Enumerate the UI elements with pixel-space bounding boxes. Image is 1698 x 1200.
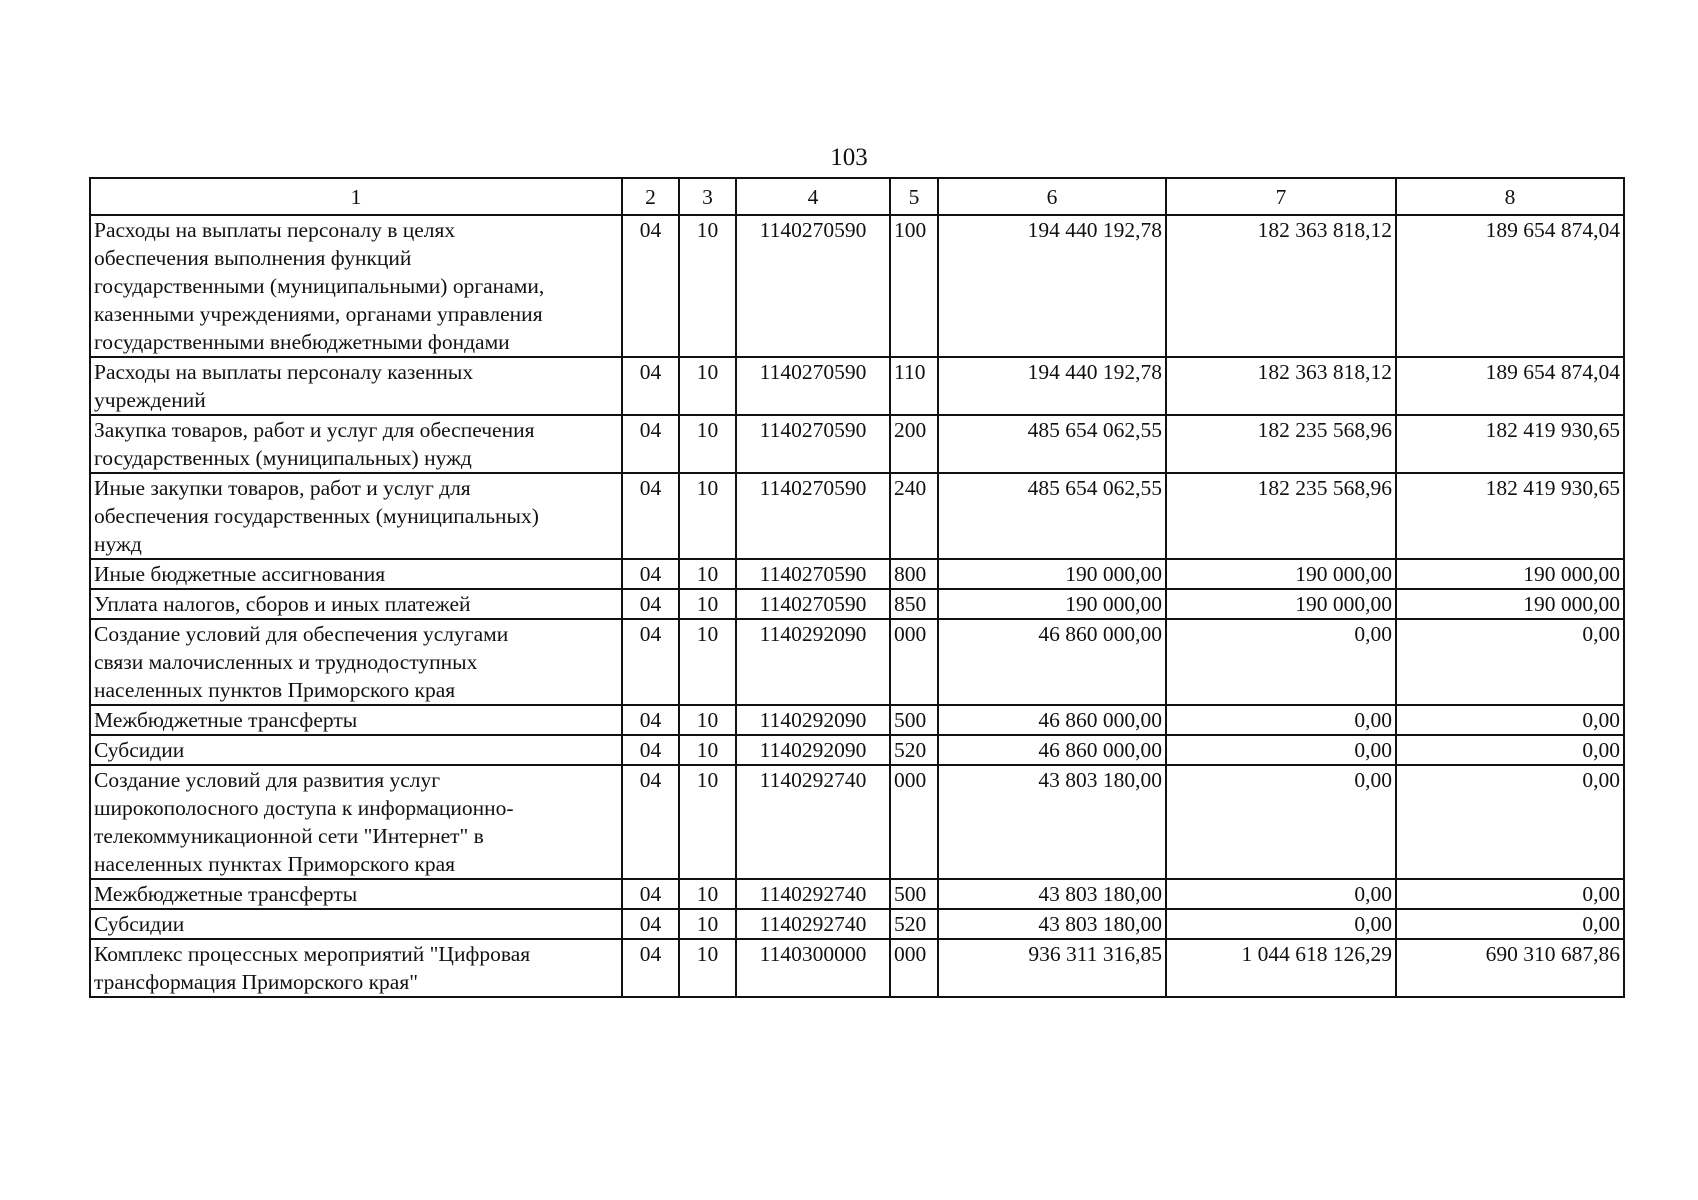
amount-col6-cell: 43 803 180,00 (938, 765, 1166, 879)
column-header: 5 (890, 178, 938, 215)
section-code-cell: 04 (622, 879, 679, 909)
expense-name-line: государственными (муниципальными) органами, (94, 274, 545, 298)
expense-name-line: Субсидии (94, 738, 185, 762)
amount-col7-cell: 1 044 618 126,29 (1166, 939, 1396, 997)
section-code-cell: 04 (622, 705, 679, 735)
expense-name-line: обеспечения государственных (муниципальных) (94, 504, 539, 528)
table-row (90, 559, 1624, 589)
expense-name-line: Межбюджетные трансферты (94, 882, 358, 906)
expense-name-line: государственными внебюджетными фондами (94, 330, 510, 354)
expense-name-line: Создание условий для развития услуг (94, 768, 441, 792)
expense-name-line: Расходы на выплаты персоналу казенных (94, 360, 474, 384)
amount-col7-cell: 182 235 568,96 (1166, 415, 1396, 473)
expense-name-cell (90, 735, 622, 765)
target-article-cell: 1140292740 (736, 765, 890, 879)
expense-type-cell: 520 (890, 909, 938, 939)
expense-name-line: Комплекс процессных мероприятий "Цифровая (94, 942, 531, 966)
amount-col7-cell: 0,00 (1166, 705, 1396, 735)
expense-name-line: обеспечения выполнения функций (94, 246, 412, 270)
expense-name-line: трансформация Приморского края" (94, 970, 418, 994)
column-header: 8 (1396, 178, 1624, 215)
column-header: 1 (90, 178, 622, 215)
expense-name-line: Закупка товаров, работ и услуг для обеспечения (94, 418, 535, 442)
section-code-cell: 04 (622, 735, 679, 765)
table-row (90, 589, 1624, 619)
amount-col6-cell: 485 654 062,55 (938, 473, 1166, 559)
expense-name-line: Расходы на выплаты персоналу в целях (94, 218, 456, 242)
section-code-cell: 04 (622, 939, 679, 997)
amount-col8-cell: 0,00 (1396, 619, 1624, 705)
section-code-cell: 04 (622, 357, 679, 415)
target-article-cell: 1140270590 (736, 473, 890, 559)
amount-col7-cell: 0,00 (1166, 765, 1396, 879)
section-code-cell: 04 (622, 589, 679, 619)
page-number: 103 (830, 144, 868, 171)
table-row (90, 473, 1624, 559)
expense-name-line: Иные закупки товаров, работ и услуг для (94, 476, 471, 500)
expense-name-line: населенных пунктов Приморского края (94, 678, 456, 702)
amount-col6-cell: 194 440 192,78 (938, 357, 1166, 415)
amount-col8-cell: 189 654 874,04 (1396, 215, 1624, 357)
amount-col6-cell: 190 000,00 (938, 589, 1166, 619)
subsection-code-cell: 10 (679, 559, 736, 589)
expense-name-line: Иные бюджетные ассигнования (94, 562, 386, 586)
target-article-cell: 1140292090 (736, 735, 890, 765)
expense-type-cell: 110 (890, 357, 938, 415)
amount-col6-cell: 936 311 316,85 (938, 939, 1166, 997)
amount-col8-cell: 0,00 (1396, 879, 1624, 909)
target-article-cell: 1140270590 (736, 559, 890, 589)
amount-col8-cell: 182 419 930,65 (1396, 415, 1624, 473)
target-article-cell: 1140292090 (736, 619, 890, 705)
amount-col7-cell: 0,00 (1166, 879, 1396, 909)
table-body (90, 215, 1624, 997)
table-row (90, 705, 1624, 735)
expense-name-cell (90, 559, 622, 589)
amount-col7-cell: 0,00 (1166, 619, 1396, 705)
amount-col8-cell: 0,00 (1396, 705, 1624, 735)
table-row (90, 879, 1624, 909)
expense-type-cell: 200 (890, 415, 938, 473)
amount-col7-cell: 182 363 818,12 (1166, 357, 1396, 415)
expense-type-cell: 000 (890, 619, 938, 705)
target-article-cell: 1140270590 (736, 589, 890, 619)
subsection-code-cell: 10 (679, 357, 736, 415)
table-row (90, 909, 1624, 939)
expense-name-line: широкополосного доступа к информационно- (94, 796, 514, 820)
expense-name-line: Межбюджетные трансферты (94, 708, 358, 732)
amount-col7-cell: 0,00 (1166, 735, 1396, 765)
amount-col7-cell: 190 000,00 (1166, 589, 1396, 619)
subsection-code-cell: 10 (679, 589, 736, 619)
amount-col6-cell: 46 860 000,00 (938, 735, 1166, 765)
column-header: 4 (736, 178, 890, 215)
target-article-cell: 1140270590 (736, 215, 890, 357)
column-header: 7 (1166, 178, 1396, 215)
expense-name-cell (90, 415, 622, 473)
table-row (90, 939, 1624, 997)
amount-col8-cell: 690 310 687,86 (1396, 939, 1624, 997)
table-row (90, 765, 1624, 879)
section-code-cell: 04 (622, 559, 679, 589)
amount-col7-cell: 182 363 818,12 (1166, 215, 1396, 357)
amount-col6-cell: 190 000,00 (938, 559, 1166, 589)
amount-col6-cell: 43 803 180,00 (938, 879, 1166, 909)
expense-name-cell (90, 879, 622, 909)
amount-col8-cell: 0,00 (1396, 765, 1624, 879)
expense-type-cell: 850 (890, 589, 938, 619)
expense-name-cell (90, 215, 622, 357)
expense-name-cell (90, 909, 622, 939)
section-code-cell: 04 (622, 415, 679, 473)
subsection-code-cell: 10 (679, 939, 736, 997)
expense-name-line: учреждений (94, 388, 206, 412)
expense-name-line: Создание условий для обеспечения услугами (94, 622, 509, 646)
expense-name-cell (90, 473, 622, 559)
table-row (90, 357, 1624, 415)
subsection-code-cell: 10 (679, 473, 736, 559)
amount-col8-cell: 0,00 (1396, 735, 1624, 765)
amount-col7-cell: 190 000,00 (1166, 559, 1396, 589)
amount-col6-cell: 46 860 000,00 (938, 619, 1166, 705)
expense-type-cell: 520 (890, 735, 938, 765)
expense-type-cell: 000 (890, 765, 938, 879)
amount-col6-cell: 194 440 192,78 (938, 215, 1166, 357)
table-row (90, 415, 1624, 473)
expense-type-cell: 240 (890, 473, 938, 559)
amount-col8-cell: 182 419 930,65 (1396, 473, 1624, 559)
target-article-cell: 1140270590 (736, 357, 890, 415)
subsection-code-cell: 10 (679, 415, 736, 473)
amount-col6-cell: 485 654 062,55 (938, 415, 1166, 473)
expense-type-cell: 800 (890, 559, 938, 589)
column-header: 2 (622, 178, 679, 215)
subsection-code-cell: 10 (679, 705, 736, 735)
section-code-cell: 04 (622, 909, 679, 939)
section-code-cell: 04 (622, 473, 679, 559)
expense-type-cell: 100 (890, 215, 938, 357)
amount-col7-cell: 182 235 568,96 (1166, 473, 1396, 559)
target-article-cell: 1140270590 (736, 415, 890, 473)
expense-name-cell (90, 619, 622, 705)
amount-col8-cell: 190 000,00 (1396, 559, 1624, 589)
subsection-code-cell: 10 (679, 215, 736, 357)
expense-name-cell (90, 765, 622, 879)
expense-name-line: Субсидии (94, 912, 185, 936)
table-row (90, 735, 1624, 765)
expense-type-cell: 500 (890, 879, 938, 909)
subsection-code-cell: 10 (679, 909, 736, 939)
expense-name-line: нужд (94, 532, 142, 556)
target-article-cell: 1140300000 (736, 939, 890, 997)
table-row (90, 619, 1624, 705)
column-header: 6 (938, 178, 1166, 215)
column-number-row (90, 178, 1624, 215)
target-article-cell: 1140292740 (736, 909, 890, 939)
expense-name-line: казенными учреждениями, органами управления (94, 302, 543, 326)
expense-name-cell (90, 939, 622, 997)
section-code-cell: 04 (622, 215, 679, 357)
amount-col7-cell: 0,00 (1166, 909, 1396, 939)
expense-name-line: Уплата налогов, сборов и иных платежей (94, 592, 471, 616)
amount-col6-cell: 46 860 000,00 (938, 705, 1166, 735)
expense-name-line: государственных (муниципальных) нужд (94, 446, 472, 470)
subsection-code-cell: 10 (679, 735, 736, 765)
column-header: 3 (679, 178, 736, 215)
expense-name-cell (90, 589, 622, 619)
table-row (90, 215, 1624, 357)
amount-col8-cell: 189 654 874,04 (1396, 357, 1624, 415)
expense-type-cell: 000 (890, 939, 938, 997)
target-article-cell: 1140292740 (736, 879, 890, 909)
target-article-cell: 1140292090 (736, 705, 890, 735)
budget-table (89, 177, 1625, 998)
subsection-code-cell: 10 (679, 879, 736, 909)
expense-type-cell: 500 (890, 705, 938, 735)
amount-col6-cell: 43 803 180,00 (938, 909, 1166, 939)
section-code-cell: 04 (622, 765, 679, 879)
amount-col8-cell: 190 000,00 (1396, 589, 1624, 619)
subsection-code-cell: 10 (679, 619, 736, 705)
expense-name-line: телекоммуникационной сети "Интернет" в (94, 824, 484, 848)
section-code-cell: 04 (622, 619, 679, 705)
expense-name-line: связи малочисленных и труднодоступных (94, 650, 478, 674)
expense-name-cell (90, 357, 622, 415)
subsection-code-cell: 10 (679, 765, 736, 879)
expense-name-line: населенных пунктах Приморского края (94, 852, 456, 876)
amount-col8-cell: 0,00 (1396, 909, 1624, 939)
expense-name-cell (90, 705, 622, 735)
